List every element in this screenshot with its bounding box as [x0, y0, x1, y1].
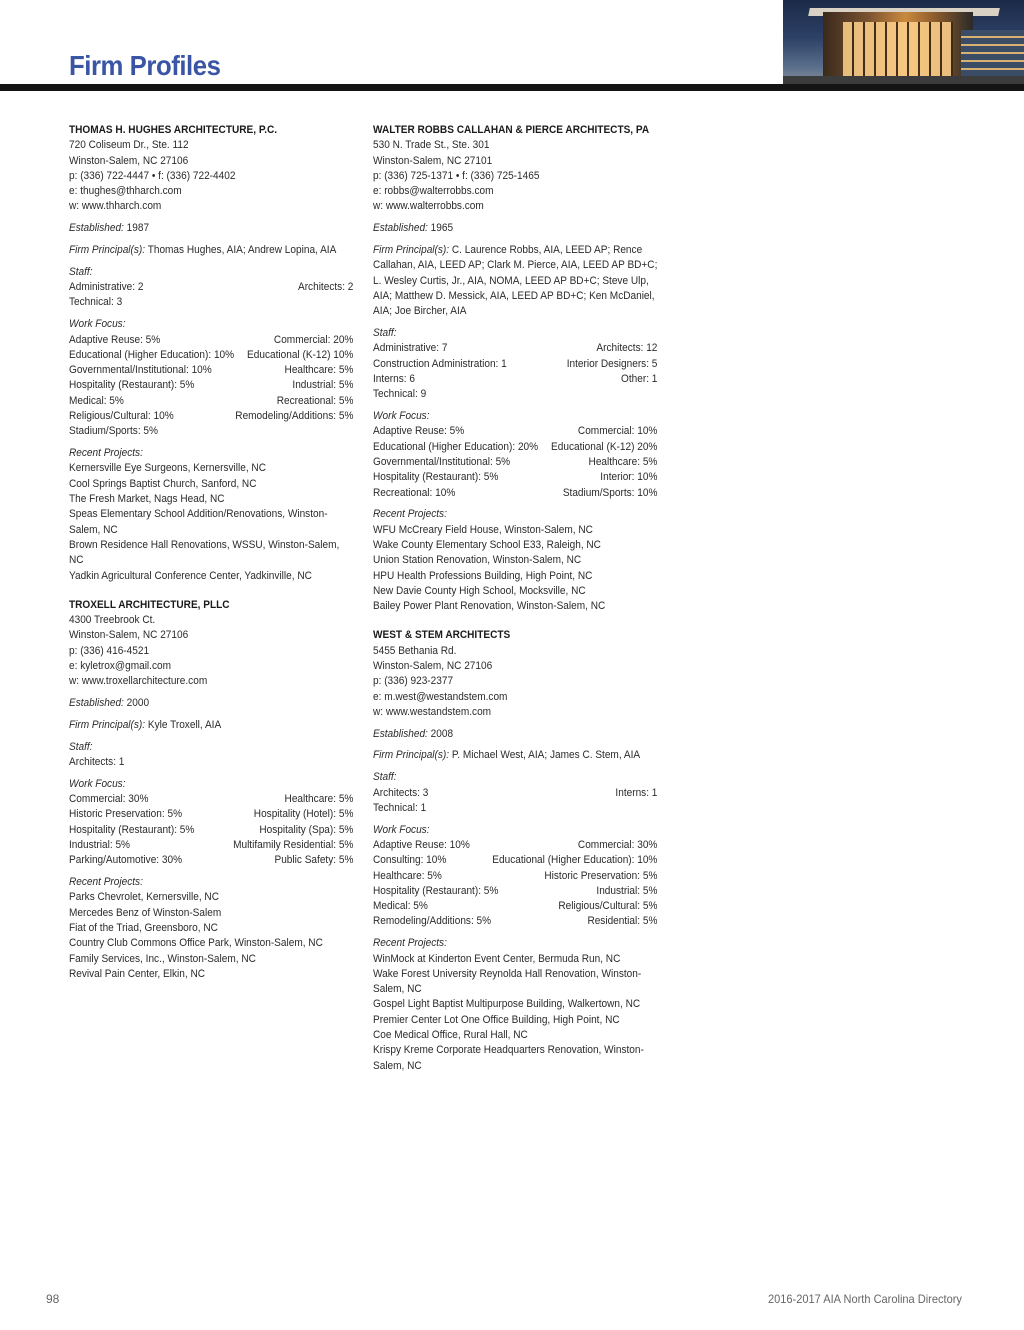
- firm-name: WEST & STEM ARCHITECTS: [373, 629, 511, 642]
- firm-name: TROXELL ARCHITECTURE, PLLC: [69, 598, 230, 611]
- principals-label: Firm Principal(s):: [69, 718, 146, 731]
- work-focus-item: Recreational: 10%: [373, 486, 456, 499]
- staff-row: [373, 341, 657, 356]
- work-focus-item: Multifamily Residential: 5%: [233, 838, 354, 851]
- staff-item: Technical: 1: [373, 801, 427, 814]
- work-focus-row: [373, 440, 657, 455]
- firm-principals: [69, 243, 353, 258]
- project-item: Union Station Renovation, Winston-Salem, NC: [373, 554, 582, 567]
- firm-address1: 5455 Bethania Rd.: [373, 644, 457, 657]
- staff-section: [69, 740, 353, 771]
- firm-profile: [373, 123, 658, 614]
- staff-row: [373, 801, 657, 816]
- project-item: New Davie County High School, Mocksville, NC: [373, 584, 586, 597]
- staff-row: [373, 372, 657, 387]
- work-focus-item: Hospitality (Restaurant): 5%: [373, 884, 499, 897]
- staff-item: Architects: 12: [596, 342, 658, 355]
- recent-projects-label: Recent Projects:: [69, 447, 143, 460]
- work-focus-item: Religious/Cultural: 5%: [558, 900, 658, 913]
- principals-label: Firm Principal(s):: [373, 244, 450, 257]
- project-item: Krispy Kreme Corporate Headquarters Renovation, Winston-Salem, NC: [373, 1044, 644, 1072]
- project-item: Family Services, Inc., Winston-Salem, NC: [69, 952, 256, 965]
- work-focus-row: [373, 455, 657, 470]
- work-focus-item: Governmental/Institutional: 5%: [373, 455, 511, 468]
- project-item: WFU McCreary Field House, Winston-Salem, NC: [373, 523, 593, 536]
- firm-address2: Winston-Salem, NC 27106: [69, 154, 189, 167]
- work-focus-item: Hospitality (Restaurant): 5%: [69, 823, 195, 836]
- project-item: HPU Health Professions Building, High Point, NC: [373, 569, 593, 582]
- work-focus-row: [69, 348, 353, 363]
- work-focus-row: [69, 807, 353, 822]
- staff-item: Administrative: 7: [373, 342, 448, 355]
- established-year: 1965: [430, 222, 454, 235]
- staff-row: [373, 357, 657, 372]
- staff-item: Architects: 2: [297, 281, 354, 294]
- firm-email[interactable]: e: kyletrox@gmail.com: [69, 660, 171, 672]
- established-label: Established:: [373, 727, 428, 740]
- firm-profile: [69, 598, 353, 982]
- work-focus-item: Stadium/Sports: 5%: [69, 425, 158, 438]
- work-focus-row: [69, 409, 353, 424]
- work-focus-row: [373, 470, 657, 485]
- work-focus-item: Medical: 5%: [69, 394, 124, 407]
- work-focus-item: Healthcare: 5%: [373, 869, 442, 882]
- staff-row: [69, 295, 353, 310]
- project-item: WinMock at Kinderton Event Center, Bermuda Run, NC: [373, 952, 621, 965]
- work-focus-item: Healthcare: 5%: [284, 793, 354, 806]
- work-focus-item: Hospitality (Restaurant): 5%: [69, 379, 195, 392]
- recent-projects-label: Recent Projects:: [373, 937, 447, 950]
- work-focus-item: Residential: 5%: [587, 915, 658, 928]
- work-focus-item: Religious/Cultural: 10%: [69, 410, 174, 423]
- work-focus-row: [69, 394, 353, 409]
- work-focus-item: Adaptive Reuse: 5%: [373, 425, 465, 438]
- recent-projects-section: [69, 875, 353, 982]
- firm-address2: Winston-Salem, NC 27106: [69, 629, 189, 642]
- work-focus-row: [69, 853, 353, 868]
- work-focus-item: Educational (Higher Education): 10%: [492, 854, 658, 867]
- work-focus-row: [373, 884, 657, 899]
- staff-label: Staff:: [373, 771, 397, 784]
- firm-phone: p: (336) 725-1371 • f: (336) 725-1465: [373, 169, 540, 182]
- established-label: Established:: [69, 222, 124, 235]
- firm-web[interactable]: w: www.walterrobbs.com: [373, 200, 484, 213]
- principals-names: C. Laurence Robbs, AIA, LEED AP; Rence Callahan, AIA, LEED AP; Clark M. Pierce, AIA, LEED AP BD+C; L. Wesley Curtis, Jr., AIA, NOMA, LEED AP BD+C; Steve Ulp, AIA; Matthew D. Messick, AIA, LEED AP BD+C; Ken McDaniel, AIA; Joe Bircher, AIA: [373, 244, 658, 318]
- firm-address2: Winston-Salem, NC 27101: [373, 154, 493, 167]
- principals-label: Firm Principal(s):: [69, 244, 146, 257]
- project-item: Fiat of the Triad, Greensboro, NC: [69, 921, 218, 934]
- firm-principals: [373, 748, 657, 763]
- work-focus-item: Adaptive Reuse: 5%: [69, 333, 161, 346]
- header-building-photo: [783, 0, 1024, 84]
- staff-item: Architects: 3: [373, 786, 429, 799]
- established: [373, 221, 630, 236]
- established-label: Established:: [69, 697, 124, 710]
- firm-phone: p: (336) 923-2377: [373, 675, 454, 688]
- work-focus-row: [373, 899, 657, 914]
- firm-profile: [373, 628, 658, 1074]
- project-item: Brown Residence Hall Renovations, WSSU, Winston-Salem, NC: [69, 538, 340, 567]
- project-item: Bailey Power Plant Renovation, Winston-Salem, NC: [373, 600, 606, 613]
- firm-profile: [69, 123, 353, 584]
- work-focus-item: Educational (K-12) 10%: [247, 348, 354, 361]
- recent-projects-label: Recent Projects:: [373, 508, 447, 521]
- staff-item: Architects: 1: [69, 755, 125, 768]
- work-focus-item: Historic Preservation: 5%: [69, 808, 183, 821]
- established: [69, 696, 325, 711]
- staff-row: [373, 387, 657, 402]
- firm-email[interactable]: e: robbs@walterrobbs.com: [373, 185, 494, 198]
- project-item: Wake Forest University Reynolda Hall Renovation, Winston-Salem, NC: [373, 967, 642, 996]
- work-focus-item: Parking/Automotive: 30%: [69, 854, 183, 867]
- staff-label: Staff:: [373, 327, 397, 340]
- work-focus-item: Educational (Higher Education): 10%: [69, 348, 235, 361]
- project-item: Cool Springs Baptist Church, Sanford, NC: [69, 477, 257, 490]
- work-focus-item: Industrial: 5%: [596, 884, 658, 897]
- firm-email[interactable]: e: thughes@thharch.com: [69, 185, 182, 198]
- work-focus-label: Work Focus:: [373, 410, 430, 423]
- work-focus-item: Consulting: 10%: [373, 854, 447, 867]
- work-focus-item: Industrial: 5%: [69, 838, 131, 851]
- principals-names: P. Michael West, AIA; James C. Stem, AIA: [451, 749, 641, 762]
- work-focus-item: Public Safety: 5%: [274, 854, 354, 867]
- project-item: Coe Medical Office, Rural Hall, NC: [373, 1029, 528, 1042]
- project-item: Yadkin Agricultural Conference Center, Yadkinville, NC: [69, 569, 312, 582]
- recent-projects-label: Recent Projects:: [69, 876, 143, 889]
- work-focus-row: [373, 869, 657, 884]
- established-year: 2000: [126, 697, 150, 710]
- work-focus-row: [69, 333, 353, 348]
- staff-row: [373, 786, 657, 801]
- principals-names: Kyle Troxell, AIA: [147, 718, 222, 731]
- work-focus-row: [373, 914, 657, 929]
- work-focus-item: Remodeling/Additions: 5%: [235, 410, 354, 423]
- work-focus-item: Commercial: 10%: [577, 425, 658, 438]
- staff-section: [373, 770, 658, 816]
- project-item: Revival Pain Center, Elkin, NC: [69, 967, 205, 980]
- staff-row: [69, 755, 353, 770]
- established-year: 2008: [430, 727, 454, 740]
- staff-item: Technical: 9: [373, 388, 427, 401]
- firm-web[interactable]: w: www.westandstem.com: [373, 705, 492, 718]
- established-label: Established:: [373, 222, 428, 235]
- work-focus-row: [69, 823, 353, 838]
- recent-projects-section: [373, 507, 658, 614]
- work-focus-item: Industrial: 5%: [292, 379, 354, 392]
- staff-item: Interns: 6: [373, 372, 415, 385]
- staff-item: Interns: 1: [615, 786, 658, 799]
- work-focus-section: [69, 777, 353, 869]
- work-focus-item: Historic Preservation: 5%: [544, 869, 658, 882]
- work-focus-label: Work Focus:: [69, 318, 126, 331]
- work-focus-item: Commercial: 30%: [69, 793, 149, 806]
- work-focus-item: Hospitality (Spa): 5%: [259, 823, 354, 836]
- staff-item: Interior Designers: 5: [566, 357, 658, 370]
- right-column: [373, 123, 658, 1088]
- work-focus-section: [69, 317, 353, 439]
- work-focus-row: [373, 853, 657, 868]
- page-title: Firm Profiles: [69, 50, 221, 81]
- work-focus-row: [373, 838, 657, 853]
- work-focus-row: [69, 838, 353, 853]
- work-focus-row: [69, 424, 353, 439]
- staff-item: Construction Administration: 1: [373, 357, 507, 370]
- work-focus-item: Commercial: 30%: [577, 838, 658, 851]
- firm-web[interactable]: w: www.thharch.com: [69, 200, 162, 213]
- firm-phone: p: (336) 416-4521: [69, 644, 150, 657]
- staff-label: Staff:: [69, 740, 93, 753]
- staff-item: Administrative: 2: [69, 281, 144, 294]
- staff-item: Other: 1: [621, 372, 658, 385]
- work-focus-item: Educational (Higher Education): 20%: [373, 440, 539, 453]
- publication-title: 2016-2017 AIA North Carolina Directory: [768, 1292, 962, 1306]
- firm-name: WALTER ROBBS CALLAHAN & PIERCE ARCHITECTS, PA: [373, 124, 650, 136]
- work-focus-item: Governmental/Institutional: 10%: [69, 364, 212, 377]
- staff-section: [69, 265, 353, 311]
- page-number: 98: [46, 1292, 60, 1306]
- firm-email[interactable]: e: m.west@westandstem.com: [373, 690, 508, 703]
- firm-address1: 530 N. Trade St., Ste. 301: [373, 139, 490, 152]
- work-focus-row: [373, 486, 657, 501]
- project-item: Parks Chevrolet, Kernersville, NC: [69, 891, 219, 904]
- work-focus-item: Adaptive Reuse: 10%: [373, 838, 470, 851]
- staff-label: Staff:: [69, 265, 93, 278]
- project-item: Kernersville Eye Surgeons, Kernersville, NC: [69, 462, 266, 475]
- work-focus-item: Hospitality (Hotel): 5%: [253, 808, 354, 821]
- work-focus-label: Work Focus:: [373, 823, 430, 836]
- established: [373, 727, 630, 742]
- project-item: The Fresh Market, Nags Head, NC: [69, 493, 225, 506]
- firm-address1: 720 Coliseum Dr., Ste. 112: [69, 139, 189, 152]
- left-column: [69, 123, 353, 996]
- firm-web[interactable]: w: www.troxellarchitecture.com: [69, 675, 208, 688]
- work-focus-section: [373, 409, 658, 501]
- work-focus-item: Commercial: 20%: [273, 333, 354, 346]
- principals-names: Thomas Hughes, AIA; Andrew Lopina, AIA: [147, 244, 337, 257]
- work-focus-item: Educational (K-12) 20%: [551, 440, 658, 453]
- work-focus-section: [373, 823, 658, 930]
- project-item: Premier Center Lot One Office Building, High Point, NC: [373, 1013, 620, 1026]
- project-item: Gospel Light Baptist Multipurpose Building, Walkertown, NC: [373, 998, 641, 1011]
- firm-principals: [373, 243, 657, 319]
- staff-row: [69, 280, 353, 295]
- work-focus-item: Healthcare: 5%: [284, 364, 354, 377]
- established-year: 1987: [126, 222, 150, 235]
- firm-principals: [69, 718, 353, 733]
- firm-address1: 4300 Treebrook Ct.: [69, 614, 156, 627]
- staff-item: Technical: 3: [69, 296, 123, 309]
- work-focus-item: Remodeling/Additions: 5%: [373, 915, 492, 928]
- staff-section: [373, 326, 658, 402]
- work-focus-item: Healthcare: 5%: [588, 455, 658, 468]
- work-focus-item: Hospitality (Restaurant): 5%: [373, 471, 499, 484]
- work-focus-item: Stadium/Sports: 10%: [562, 486, 658, 499]
- recent-projects-section: [69, 446, 353, 584]
- work-focus-row: [69, 378, 353, 393]
- recent-projects-section: [373, 936, 658, 1074]
- project-item: Mercedes Benz of Winston-Salem: [69, 906, 222, 919]
- firm-name: THOMAS H. HUGHES ARCHITECTURE, P.C.: [69, 124, 278, 136]
- work-focus-item: Recreational: 5%: [276, 394, 354, 407]
- work-focus-row: [69, 792, 353, 807]
- work-focus-label: Work Focus:: [69, 777, 126, 790]
- work-focus-row: [373, 424, 657, 439]
- work-focus-row: [69, 363, 353, 378]
- firm-phone: p: (336) 722-4447 • f: (336) 722-4402: [69, 169, 236, 182]
- header-rule: [0, 84, 1024, 91]
- work-focus-item: Interior: 10%: [600, 471, 658, 484]
- project-item: Country Club Commons Office Park, Winston-Salem, NC: [69, 937, 323, 950]
- firm-address2: Winston-Salem, NC 27106: [373, 660, 493, 672]
- principals-label: Firm Principal(s):: [373, 749, 450, 762]
- project-item: Wake County Elementary School E33, Raleigh, NC: [373, 538, 601, 551]
- project-item: Speas Elementary School Addition/Renovations, Winston-Salem, NC: [69, 508, 328, 536]
- work-focus-item: Medical: 5%: [373, 900, 428, 913]
- established: [69, 221, 325, 236]
